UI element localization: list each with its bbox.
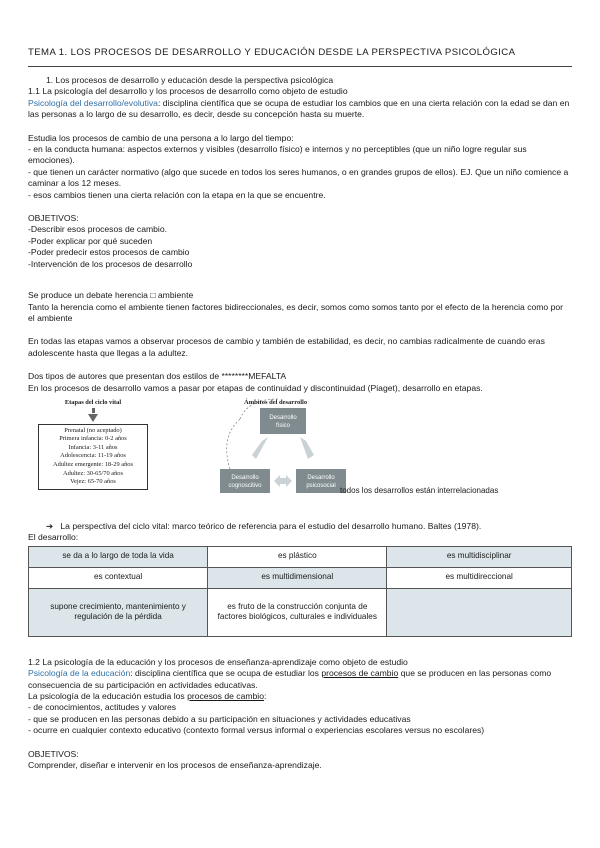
objective-item: -Poder explicar por qué suceden xyxy=(28,235,153,246)
underlined-term: procesos de cambio xyxy=(187,690,265,701)
document-page xyxy=(28,46,572,771)
authors-explanation: En los procesos de desarrollo vamos a pasar por etapas de continuidad y discontinuidad (Piaget), desarrollo en etapas. xyxy=(28,382,483,393)
development-label: El desarrollo: xyxy=(28,532,79,543)
domains-header: Ámbitos del desarrollo xyxy=(244,398,308,406)
table-row xyxy=(29,546,572,567)
table-cell: es multidimensional xyxy=(208,567,387,588)
objectives-label: OBJETIVOS: xyxy=(28,213,79,224)
node-psychosocial xyxy=(296,469,346,493)
stage-item: Prenatal (no aceptado) xyxy=(64,426,122,434)
underlined-term: procesos de cambio xyxy=(321,668,399,679)
stage-item: Primera infancia: 0-2 años xyxy=(59,435,127,443)
subsection-1-1: 1.1 La psicología del desarrollo y los procesos de desarrollo como objeto de estudio xyxy=(28,86,348,97)
edu-study-intro: La psicología de la educación estudia los procesos de cambio: xyxy=(28,690,267,701)
stage-item: Adolescencia: 11-19 años xyxy=(60,452,126,460)
subsection-1-2: 1.2 La psicología de la educación y los procesos de enseñanza-aprendizaje como objeto de estudio xyxy=(28,656,408,667)
edu-study-item: - de conocimientos, actitudes y valores xyxy=(28,702,177,713)
table-cell: es multidireccional xyxy=(387,567,572,588)
node-psychosocial-label: Desarrollo xyxy=(307,474,335,481)
edu-study-item: - ocurre en cualquier contexto educativo (contexto formal versus informal o experiencias escolares versus no escolares) xyxy=(28,725,485,736)
arrow-icon xyxy=(300,437,314,459)
arrow-icon xyxy=(252,437,268,459)
debate-explanation: Tanto la herencia como el ambiente tienen factores bidireccionales, es decir, somos como somos tanto por el efecto de la herencia como por el ambiente xyxy=(28,301,564,323)
lifecycle-text: La perspectiva del ciclo vital: marco teórico de referencia para el estudio del desarrollo humano. Baltes (1978). xyxy=(60,520,482,531)
definition-text: : disciplina científica que se ocupa de estudiar los cambios que en una cierta relación con la edad se dan en las personas a lo largo de su desarrollo, es decir, desde su concepción hasta su muerte. xyxy=(28,97,570,120)
double-arrow-icon xyxy=(274,475,292,487)
table-cell: es fruto de la construcción conjunta de factores biológicos, culturales e individuales xyxy=(208,588,387,636)
definition-edu-psych: Psicología de la educación: disciplina científica que se ocupa de estudiar los procesos de cambio que se producen en las personas como consecuencia de su participación en actividades educativas. xyxy=(28,668,552,690)
study-intro: Estudia los procesos de cambio de una persona a lo largo del tiempo: xyxy=(28,132,294,143)
objective-item: -Intervención de los procesos de desarrollo xyxy=(28,258,193,269)
edu-study-item: - que se producen en las personas debido a su participación en situaciones y actividades educativas xyxy=(28,713,411,724)
development-table xyxy=(28,546,572,637)
table-row xyxy=(29,567,572,588)
stage-item: Vejez: 65-70 años xyxy=(70,478,116,486)
stage-item: Adultez: 30-65/70 años xyxy=(63,469,123,477)
stages-box xyxy=(38,424,148,490)
objective-item: -Describir esos procesos de cambio. xyxy=(28,224,167,235)
node-cognitive-label: Desarrollo xyxy=(231,474,259,481)
stage-item: Adultez emergente: 18-29 años xyxy=(53,460,133,468)
study-item: - en la conducta humana: aspectos externos y visibles (desarrollo físico) e internos y no perceptibles (que un niño logre regular sus emociones). xyxy=(28,144,527,166)
svg-text:psicosocial: psicosocial xyxy=(306,482,336,489)
node-physical-label: Desarrollo xyxy=(269,414,297,421)
node-physical xyxy=(260,408,306,434)
page-title: TEMA 1. LOS PROCESOS DE DESARROLLO Y EDUCACIÓN DESDE LA PERSPECTIVA PSICOLÓGICA xyxy=(28,47,516,58)
development-domains-figure xyxy=(218,397,348,507)
edu-objectives-label: OBJETIVOS: xyxy=(28,748,79,759)
life-stages-figure xyxy=(38,399,148,490)
definition-dev-psych xyxy=(28,98,572,121)
down-arrow-icon xyxy=(92,408,95,413)
stages-header: Etapas del ciclo vital xyxy=(64,398,122,406)
diagram-note: todos los desarrollos están interrelacionadas xyxy=(340,485,499,495)
lifecycle-perspective xyxy=(28,521,572,532)
study-item: - esos cambios tienen una cierta relación con la etapa en la que se encuentre. xyxy=(28,189,326,200)
stage-item: Infancia: 3-11 años xyxy=(68,443,118,451)
arrow-right-icon: ➔ xyxy=(46,520,61,531)
objective-item: -Poder predecir estos procesos de cambio xyxy=(28,247,190,258)
development-diagram xyxy=(28,397,572,509)
term-edu-psych: Psicología de la educación xyxy=(28,668,131,679)
authors-line: Dos tipos de autores que presentan dos estilos de ********MEFALTA xyxy=(28,371,287,382)
table-cell: es contextual xyxy=(29,567,208,588)
svg-text:cognoscitivo: cognoscitivo xyxy=(228,482,262,489)
debate-line: Se produce un debate herencia □ ambiente xyxy=(28,290,194,301)
svg-text:físico: físico xyxy=(275,422,291,429)
table-cell: es plástico xyxy=(208,546,387,567)
study-item: - que tienen un carácter normativo (algo que sucede en todos los seres humanos, o en grandes grupos de ellos). EJ. Que un niño comience a caminar a los 12 meses. xyxy=(28,166,569,189)
node-cognitive xyxy=(220,469,270,493)
title-divider xyxy=(28,66,572,67)
section-1-heading: 1. Los procesos de desarrollo y educación desde la perspectiva psicológica xyxy=(46,75,334,85)
table-cell: supone crecimiento, mantenimiento y regulación de la pérdida xyxy=(29,588,208,636)
term-dev-psych: Psicología del desarrollo/evolutiva xyxy=(28,97,158,108)
table-cell: es multidisciplinar xyxy=(387,546,572,567)
table-cell: se da a lo largo de toda la vida xyxy=(29,546,208,567)
table-row xyxy=(29,588,572,636)
stages-paragraph: En todas las etapas vamos a observar procesos de cambio y también de estabilidad, es decir, no cambias radicalmente de cuando eras adolescente hasta que llegas a la adultez. xyxy=(28,336,545,358)
table-cell xyxy=(387,588,572,636)
edu-objective: Comprender, diseñar e intervenir en los procesos de enseñanza-aprendizaje. xyxy=(28,760,322,770)
